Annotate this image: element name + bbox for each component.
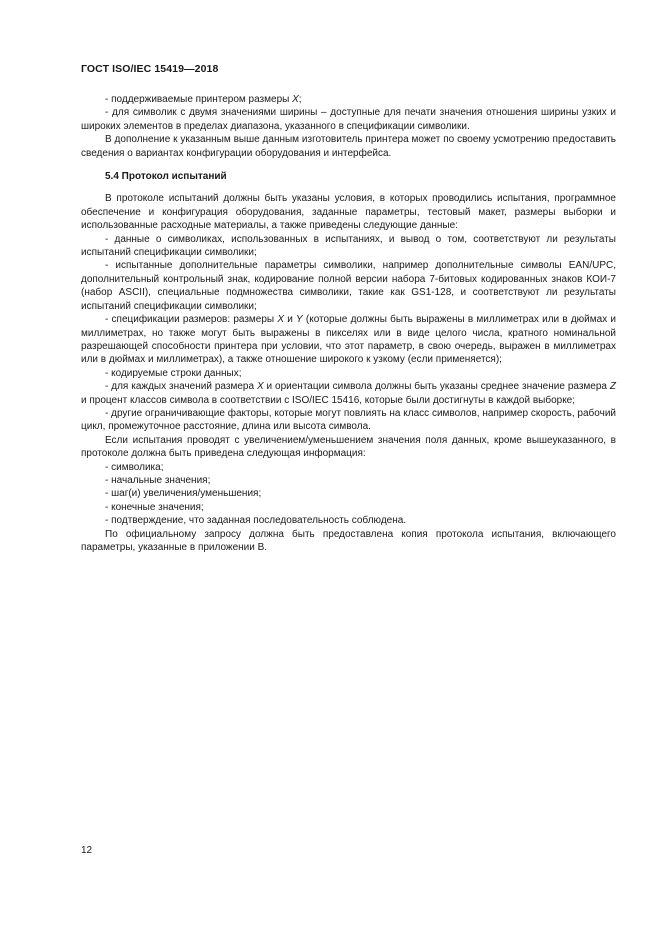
section-title: 5.4 Протокол испытаний — [105, 171, 227, 183]
list-item-symbology: - символика; — [105, 461, 164, 473]
list-item-data-strings: - кодируемые строки данных; — [105, 367, 242, 379]
list-item-printer-sizes: - поддерживаемые принтером размеры X; — [105, 94, 302, 105]
page-number: 12 — [81, 845, 93, 856]
list-item-other-factors: - другие ограничивающие факторы, которые могут повлиять на класс символов, например скорость, рабочий цикл, промежуточное расстояние, длина или высота символа. — [81, 407, 616, 433]
paragraph-incremental-tests: Если испытания проводят с увеличением/уменьшением значения поля данных, кроме вышеуказанного, в протоколе должна быть приведена следующая информация: — [81, 434, 616, 460]
paragraph-protocol-conditions: В протоколе испытаний должны быть указаны условия, в которых проводились испытания, программное обеспечение и конфигурация оборудования, заданные параметры, тестовый макет, размеры выборки и использованные расходные материалы, а также приведены следующие данные: — [81, 193, 616, 232]
page-body — [81, 93, 616, 554]
list-item-width-ratio: - для символик с двумя значениями ширины – доступные для печати значения отношения ширины узких и широких элементов в пределах диапазона, указанного в спецификации символики. — [81, 107, 616, 132]
list-item-average-z: - для каждых значений размера X и ориентации символа должны быть указаны среднее значение размера Z и процент классов символа в соответствии с ISO/IEC 15416, которые были достигнуты в каждой выборке; — [81, 381, 617, 406]
list-item-initial-values: - начальные значения; — [105, 474, 211, 486]
paragraph-additional-info: В дополнение к указанным выше данным изготовитель принтера может по своему усмотрению предоставить сведения о вариантах конфигурации оборудования и интерфейса. — [81, 134, 616, 159]
list-item-final-values: - конечные значения; — [105, 501, 204, 513]
list-item-parameters: - испытанные дополнительные параметры символики, например дополнительные символы EAN/UPC, дополнительный контрольный знак, кодирование полной версии набора 7-битовых кодированных знаков КОИ-7 (набор ASCII), специальные подмножества символики, такие как GS1-128, и соответствуют ли результаты испытаний спецификации символики; — [81, 260, 616, 312]
list-item-symbologies: - данные о символиках, использованных в испытаниях, и вывод о том, соответствуют ли результаты испытаний спецификации символики; — [81, 233, 616, 259]
document-header: ГОСТ ISO/IEC 15419—2018 — [81, 63, 219, 75]
list-item-steps: - шаг(и) увеличения/уменьшения; — [105, 488, 262, 500]
list-item-dimensions: - спецификации размеров: размеры X и Y (которые должны быть выражены в миллиметрах или в дюймах и миллиметрах, но также могут быть выражены в пикселях или в виде целого числа, кратного номинальной разрешающей способности принтера при условии, что этот параметр, в свою очередь, выражен в миллиметрах или в дюймах и миллиметрах), а также отношение широкого к узкому (если применяется); — [81, 314, 616, 366]
list-item-confirmation: - подтверждение, что заданная последовательность соблюдена. — [105, 515, 407, 527]
paragraph-official-request: По официальному запросу должна быть предоставлена копия протокола испытания, включающего параметры, указанные в приложении В. — [81, 528, 616, 553]
